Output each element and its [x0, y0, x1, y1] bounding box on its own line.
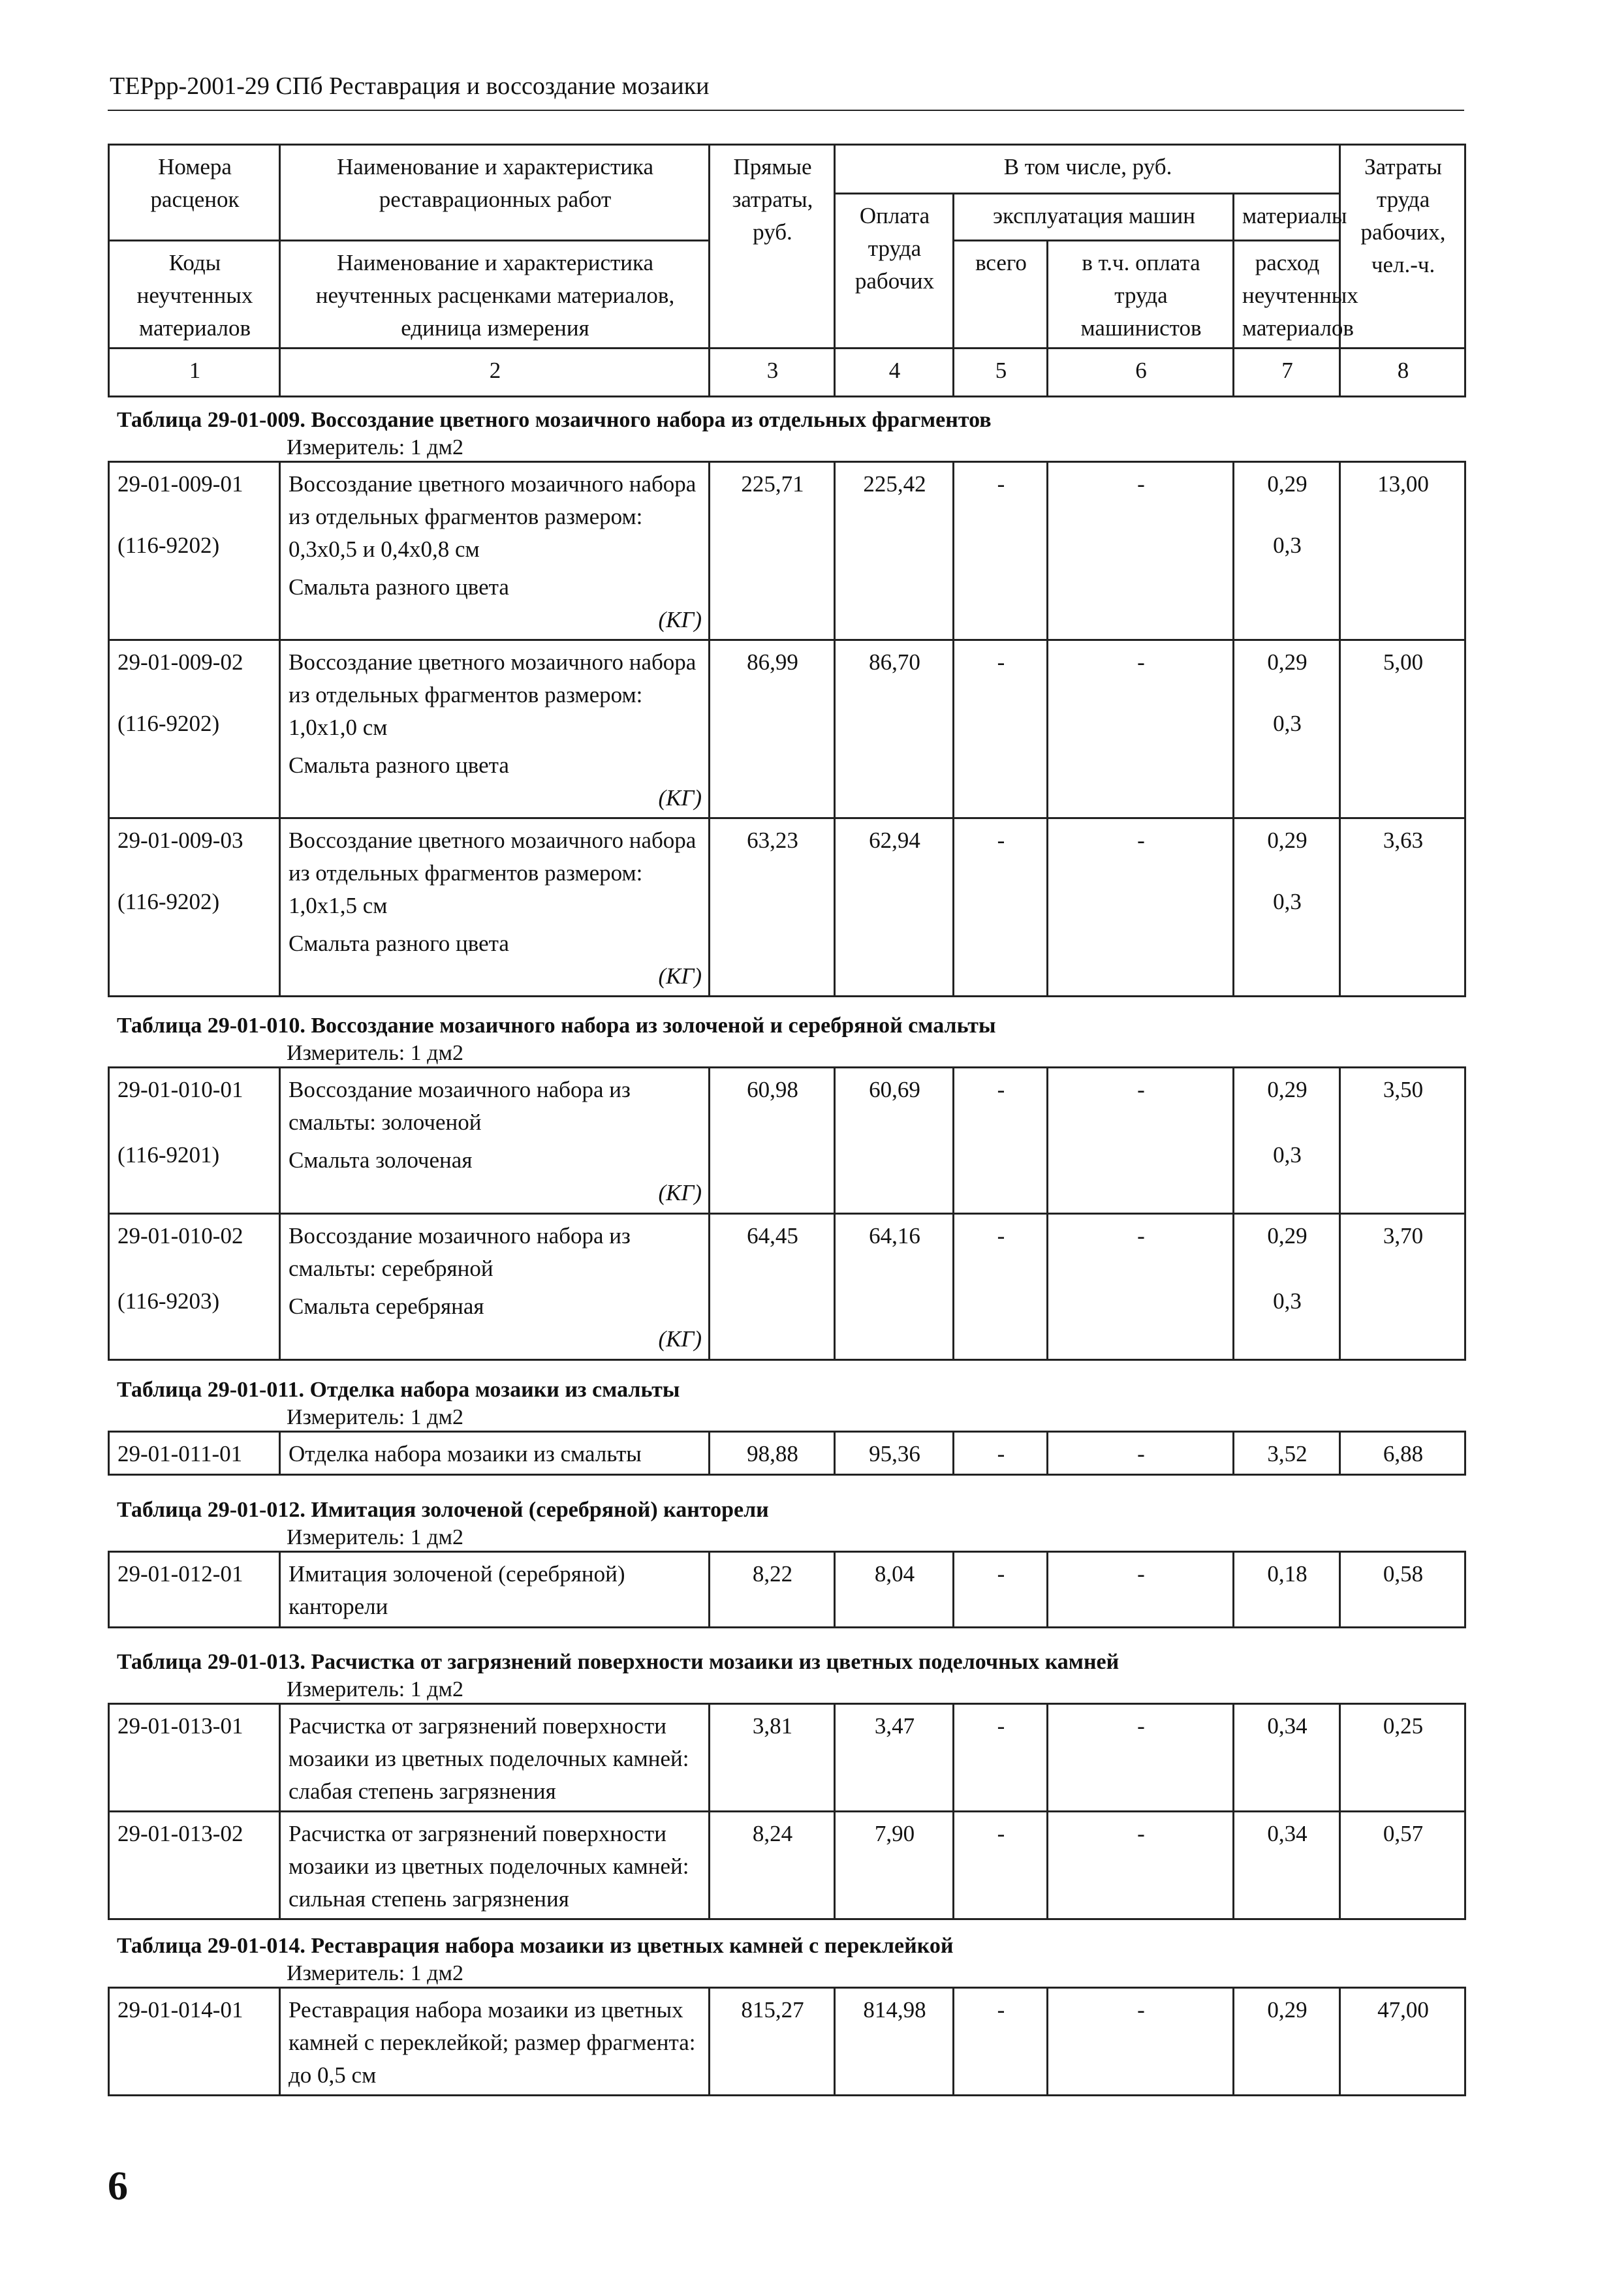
material-quantity: 0,3	[1273, 711, 1302, 736]
direct-costs: 8,22	[710, 1552, 835, 1628]
table-row	[109, 1704, 1465, 1812]
materials-cell	[1234, 818, 1340, 997]
rate-code: 29-01-013-01	[109, 1704, 280, 1812]
labor-hours: 3,63	[1340, 818, 1465, 997]
material-name: Смальта разного цвета	[289, 574, 509, 600]
labor-hours: 0,25	[1340, 1704, 1465, 1812]
header-labor-hours: Затраты труда рабочих, чел.-ч.	[1340, 145, 1465, 349]
header-work-name: Наименование и характеристика реставрационных работ	[280, 145, 710, 241]
labor-hours: 13,00	[1340, 462, 1465, 640]
direct-costs: 64,45	[710, 1214, 835, 1360]
rate-name: Воссоздание цветного мозаичного набора из отдельных фрагментов размером: 0,3х0,5 и 0,4х0,8 см	[289, 471, 697, 562]
rate-code-cell	[109, 1068, 280, 1214]
machinists-pay: -	[1048, 1552, 1234, 1628]
rate-code: 29-01-011-01	[109, 1432, 280, 1475]
material-quantity: 0,3	[1273, 1142, 1302, 1168]
section-unit: Измеритель: 1 дм2	[287, 435, 463, 459]
rate-code-cell	[109, 462, 280, 640]
rate-name-cell	[280, 640, 710, 818]
section-unit: Измеритель: 1 дм2	[287, 1525, 463, 1549]
labor-pay: 3,47	[835, 1704, 954, 1812]
direct-costs: 8,24	[710, 1812, 835, 1919]
header-material-consumption: расход неучтенных материалов	[1234, 241, 1340, 349]
section-table-29-01-013	[108, 1648, 1464, 1920]
section-title: Таблица 29-01-013. Расчистка от загрязнений поверхности мозаики из цветных поделочных камней	[117, 1650, 1120, 1674]
labor-hours: 5,00	[1340, 640, 1465, 818]
material-code: (116-9201)	[117, 1142, 220, 1168]
direct-costs: 3,81	[710, 1704, 835, 1812]
section-title: Таблица 29-01-012. Имитация золоченой (серебряной) канторели	[117, 1498, 769, 1522]
material-unit: (КГ)	[658, 1180, 702, 1205]
rate-code: 29-01-009-03	[117, 828, 243, 853]
table-row	[109, 462, 1465, 640]
column-number: 8	[1340, 349, 1465, 397]
table-row	[109, 1068, 1465, 1214]
table-row	[109, 818, 1465, 997]
title-rule	[108, 110, 1464, 111]
header-direct-costs: Прямые затраты, руб.	[710, 145, 835, 349]
labor-pay: 60,69	[835, 1068, 954, 1214]
direct-costs: 60,98	[710, 1068, 835, 1214]
column-number: 3	[710, 349, 835, 397]
materials-value: 0,29	[1267, 1223, 1308, 1249]
labor-hours: 0,58	[1340, 1552, 1465, 1628]
rate-code-cell	[109, 1214, 280, 1360]
section-unit: Измеритель: 1 дм2	[287, 1961, 463, 1985]
section-title: Таблица 29-01-014. Реставрация набора мозаики из цветных камней с переклейкой	[117, 1934, 954, 1958]
table-row	[109, 1214, 1465, 1360]
rates-table	[108, 1431, 1466, 1476]
labor-pay: 95,36	[835, 1432, 954, 1475]
column-number: 6	[1048, 349, 1234, 397]
section-table-29-01-011	[108, 1376, 1464, 1476]
page-number: 6	[108, 2164, 128, 2209]
document-title: ТЕРрр-2001-29 СПб Реставрация и воссоздание мозаики	[110, 72, 710, 100]
rate-name-cell	[280, 818, 710, 997]
material-name: Смальта серебряная	[289, 1294, 484, 1319]
section-unit: Измеритель: 1 дм2	[287, 1677, 463, 1701]
header-including: В том числе, руб.	[835, 145, 1340, 194]
material-unit: (КГ)	[658, 607, 702, 632]
machines-total: -	[954, 1068, 1048, 1214]
material-name: Смальта разного цвета	[289, 752, 509, 778]
direct-costs: 815,27	[710, 1988, 835, 2096]
material-name: Смальта разного цвета	[289, 931, 509, 956]
section-unit: Измеритель: 1 дм2	[287, 1405, 463, 1429]
machines-total: -	[954, 1552, 1048, 1628]
labor-pay: 62,94	[835, 818, 954, 997]
machinists-pay: -	[1048, 818, 1234, 997]
section-table-29-01-014	[108, 1932, 1464, 2096]
rate-code: 29-01-013-02	[109, 1812, 280, 1919]
table-row	[109, 1432, 1465, 1475]
machines-total: -	[954, 1214, 1048, 1360]
machinists-pay: -	[1048, 462, 1234, 640]
section-title: Таблица 29-01-009. Воссоздание цветного мозаичного набора из отдельных фрагментов	[117, 408, 992, 432]
section-table-29-01-012	[108, 1496, 1464, 1628]
column-number: 7	[1234, 349, 1340, 397]
machinists-pay: -	[1048, 1812, 1234, 1919]
machinists-pay: -	[1048, 1068, 1234, 1214]
column-number: 1	[109, 349, 280, 397]
rates-table	[108, 1703, 1466, 1920]
header-machines-total: всего	[954, 241, 1048, 349]
materials-cell	[1234, 640, 1340, 818]
machines-total: -	[954, 462, 1048, 640]
machines-total: -	[954, 818, 1048, 997]
section-title: Таблица 29-01-011. Отделка набора мозаики из смальты	[117, 1378, 680, 1402]
machines-total: -	[954, 1988, 1048, 2096]
rate-name: Отделка набора мозаики из смальты	[280, 1432, 710, 1475]
header-rate-number: Номера расценок	[109, 145, 280, 241]
column-number: 5	[954, 349, 1048, 397]
material-unit: (КГ)	[658, 785, 702, 811]
labor-pay: 86,70	[835, 640, 954, 818]
materials-value: 3,52	[1234, 1432, 1340, 1475]
rate-code: 29-01-012-01	[109, 1552, 280, 1628]
labor-pay: 64,16	[835, 1214, 954, 1360]
table-row	[109, 640, 1465, 818]
table-row	[109, 1988, 1465, 2096]
direct-costs: 86,99	[710, 640, 835, 818]
materials-value: 0,34	[1234, 1812, 1340, 1919]
materials-value: 0,29	[1267, 649, 1308, 675]
labor-pay: 7,90	[835, 1812, 954, 1919]
column-number: 2	[280, 349, 710, 397]
materials-cell	[1234, 462, 1340, 640]
machinists-pay: -	[1048, 1432, 1234, 1475]
machinists-pay: -	[1048, 1704, 1234, 1812]
rates-table	[108, 1066, 1466, 1361]
rate-name: Имитация золоченой (серебряной) канторели	[280, 1552, 710, 1628]
header-machines: эксплуатация машин	[954, 194, 1234, 241]
machinists-pay: -	[1048, 1214, 1234, 1360]
labor-hours: 0,57	[1340, 1812, 1465, 1919]
rate-name: Реставрация набора мозаики из цветных камней с переклейкой; размер фрагмента: до 0,5 см	[280, 1988, 710, 2096]
rate-name: Воссоздание мозаичного набора из смальты: серебряной	[289, 1223, 631, 1281]
materials-value: 0,29	[1267, 471, 1308, 497]
materials-value: 0,29	[1267, 828, 1308, 853]
header-material-names: Наименование и характеристика неучтенных расценками материалов, единица измерения	[280, 241, 710, 349]
materials-value: 0,29	[1234, 1988, 1340, 2096]
column-number: 4	[835, 349, 954, 397]
labor-pay: 814,98	[835, 1988, 954, 2096]
direct-costs: 98,88	[710, 1432, 835, 1475]
rate-name-cell	[280, 1068, 710, 1214]
machines-total: -	[954, 1704, 1048, 1812]
material-code: (116-9202)	[117, 533, 220, 558]
direct-costs: 63,23	[710, 818, 835, 997]
table-row	[109, 1812, 1465, 1919]
header-machinists-pay: в т.ч. оплата труда машинистов	[1048, 241, 1234, 349]
rate-name: Воссоздание цветного мозаичного набора из отдельных фрагментов размером: 1,0х1,0 см	[289, 649, 697, 740]
rate-code-cell	[109, 640, 280, 818]
section-table-29-01-009	[108, 406, 1464, 997]
section-title: Таблица 29-01-010. Воссоздание мозаичного набора из золоченой и серебряной смальты	[117, 1014, 996, 1038]
material-code: (116-9202)	[117, 889, 220, 914]
labor-hours: 6,88	[1340, 1432, 1465, 1475]
rate-code: 29-01-010-01	[117, 1077, 243, 1102]
machinists-pay: -	[1048, 1988, 1234, 2096]
machines-total: -	[954, 1812, 1048, 1919]
rate-code: 29-01-009-02	[117, 649, 243, 675]
rate-name: Расчистка от загрязнений поверхности мозаики из цветных поделочных камней: сильная степень загрязнения	[280, 1812, 710, 1919]
header-material-codes: Коды неучтенных материалов	[109, 241, 280, 349]
rate-name-cell	[280, 462, 710, 640]
rate-name: Воссоздание мозаичного набора из смальты: золоченой	[289, 1077, 631, 1135]
materials-cell	[1234, 1068, 1340, 1214]
machinists-pay: -	[1048, 640, 1234, 818]
material-quantity: 0,3	[1273, 1288, 1302, 1314]
labor-pay: 8,04	[835, 1552, 954, 1628]
section-unit: Измеритель: 1 дм2	[287, 1041, 463, 1065]
material-quantity: 0,3	[1273, 533, 1302, 558]
rates-table	[108, 1551, 1466, 1628]
rate-code: 29-01-010-02	[117, 1223, 243, 1249]
material-quantity: 0,3	[1273, 889, 1302, 914]
material-code: (116-9203)	[117, 1288, 220, 1314]
material-name: Смальта золоченая	[289, 1147, 473, 1173]
rate-code-cell	[109, 818, 280, 997]
materials-value: 0,34	[1234, 1704, 1340, 1812]
material-unit: (КГ)	[658, 963, 702, 989]
rates-table	[108, 461, 1466, 997]
material-code: (116-9202)	[117, 711, 220, 736]
labor-pay: 225,42	[835, 462, 954, 640]
labor-hours: 3,50	[1340, 1068, 1465, 1214]
rate-name-cell	[280, 1214, 710, 1360]
materials-value: 0,18	[1234, 1552, 1340, 1628]
rate-name: Расчистка от загрязнений поверхности мозаики из цветных поделочных камней: слабая степень загрязнения	[280, 1704, 710, 1812]
machines-total: -	[954, 1432, 1048, 1475]
column-header-table	[108, 144, 1466, 397]
rate-code: 29-01-009-01	[117, 471, 243, 497]
material-unit: (КГ)	[658, 1326, 702, 1352]
header-labor-pay: Оплата труда рабочих	[835, 194, 954, 349]
rate-code: 29-01-014-01	[109, 1988, 280, 2096]
machines-total: -	[954, 640, 1048, 818]
section-table-29-01-010	[108, 1012, 1464, 1361]
header-materials: материалы	[1234, 194, 1340, 241]
materials-cell	[1234, 1214, 1340, 1360]
labor-hours: 3,70	[1340, 1214, 1465, 1360]
table-row	[109, 1552, 1465, 1628]
materials-value: 0,29	[1267, 1077, 1308, 1102]
labor-hours: 47,00	[1340, 1988, 1465, 2096]
rates-table	[108, 1987, 1466, 2096]
direct-costs: 225,71	[710, 462, 835, 640]
rate-name: Воссоздание цветного мозаичного набора из отдельных фрагментов размером: 1,0х1,5 см	[289, 828, 697, 918]
